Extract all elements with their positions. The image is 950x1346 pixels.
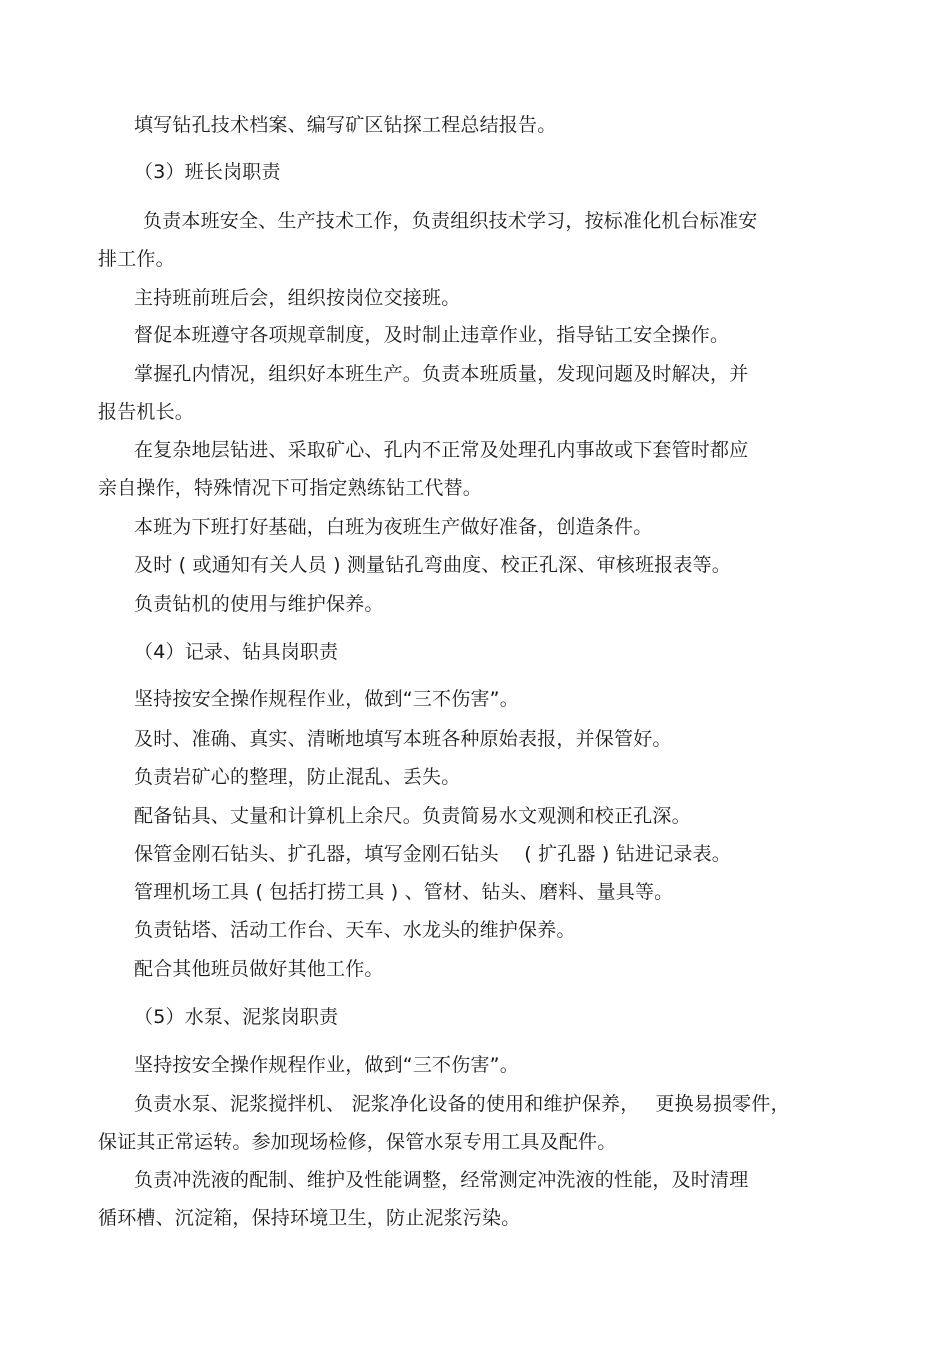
paragraph-line: 负责本班安全、生产技术工作，负责组织技术学习，按标准化机台标准安 (143, 210, 758, 232)
paragraph-line: 主持班前班后会，组织按岗位交接班。 (134, 287, 461, 309)
section-heading-3: （3）班长岗职责 (134, 161, 281, 183)
paragraph-line: 坚持按安全操作规程作业，做到“三不伤害”。 (134, 1054, 519, 1076)
paragraph-line: 负责钻机的使用与维护保养。 (134, 593, 384, 615)
paragraph-line: 循环槽、沉淀箱，保持环境卫生，防止泥浆污染。 (98, 1207, 521, 1229)
paragraph-line: 本班为下班打好基础，白班为夜班生产做好准备，创造条件。 (134, 516, 653, 538)
paragraph-line: 配备钻具、丈量和计算机上余尺。负责简易水文观测和校正孔深。 (134, 805, 691, 827)
paragraph-line: 亲自操作，特殊情况下可指定熟练钻工代替。 (98, 477, 483, 499)
paragraph-line: 督促本班遵守各项规章制度，及时制止违章作业，指导钻工安全操作。 (134, 324, 730, 346)
paragraph-line: 报告机长。 (98, 401, 195, 423)
paragraph-line: 配合其他班员做好其他工作。 (134, 958, 384, 980)
paragraph-line: 保管金刚石钻头、扩孔器，填写金刚石钻头 ( 扩孔器 ) 钻进记录表。 (134, 843, 731, 865)
paragraph-line: 负责冲洗液的配制、维护及性能调整，经常测定冲洗液的性能，及时清理 (134, 1169, 749, 1191)
paragraph-line: 在复杂地层钻进、采取矿心、孔内不正常及处理孔内事故或下套管时都应 (134, 439, 749, 461)
paragraph-line: 负责钻塔、活动工作台、天车、水龙头的维护保养。 (134, 919, 576, 941)
paragraph-line: 负责岩矿心的整理，防止混乱、丢失。 (134, 766, 461, 788)
paragraph-line: 及时、准确、真实、清晰地填写本班各种原始表报，并保管好。 (134, 728, 672, 750)
paragraph-line: 保证其正常运转。参加现场检修，保管水泵专用工具及配件。 (98, 1131, 617, 1153)
paragraph-line: 负责水泵、泥浆搅拌机、 泥浆净化设备的使用和维护保养， 更换易损零件， (134, 1093, 790, 1115)
paragraph-line: 排工作。 (98, 248, 175, 270)
paragraph-line: 掌握孔内情况，组织好本班生产。负责本班质量，发现问题及时解决，并 (134, 363, 749, 385)
paragraph-line: 填写钻孔技术档案、编写矿区钻探工程总结报告。 (134, 114, 557, 136)
paragraph-line: 管理机场工具 ( 包括打捞工具 ) 、管材、钻头、磨料、量具等。 (134, 881, 674, 903)
paragraph-line: 坚持按安全操作规程作业，做到“三不伤害”。 (134, 688, 519, 710)
section-heading-5: （5）水泵、泥浆岗职责 (134, 1006, 339, 1028)
paragraph-line: 及时 ( 或通知有关人员 ) 测量钻孔弯曲度、校正孔深、审核班报表等。 (134, 554, 731, 576)
section-heading-4: （4）记录、钻具岗职责 (134, 641, 339, 663)
